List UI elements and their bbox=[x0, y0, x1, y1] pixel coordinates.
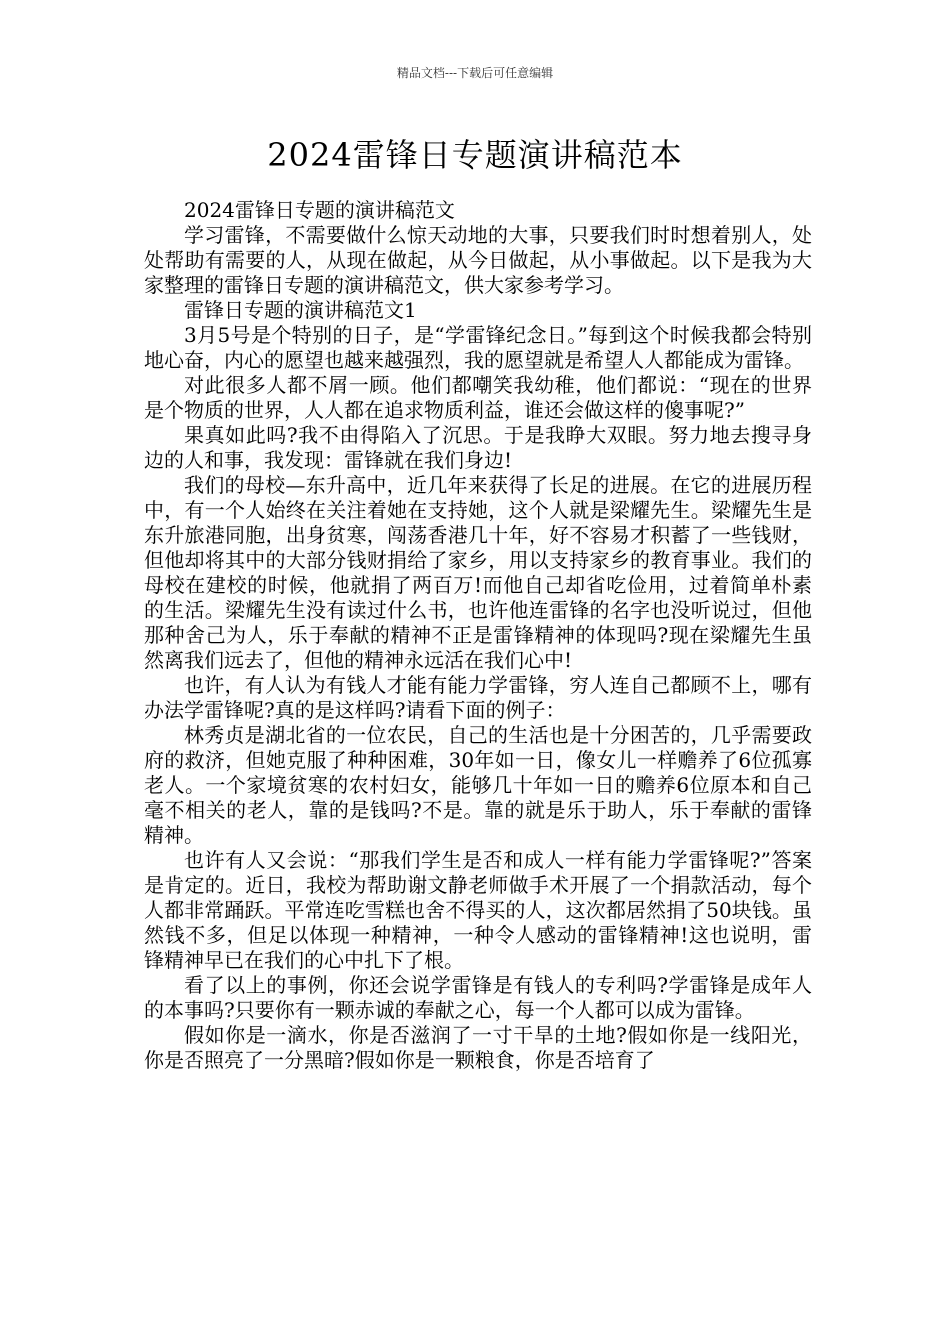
paragraph: 3月5号是个特别的日子，是“学雷锋纪念日。”每到这个时候我都会特别地心奋，内心的愿望也越来越强烈，我的愿望就是希望人人都能成为雷锋。 bbox=[144, 323, 812, 372]
paragraph: 假如你是一滴水，你是否滋润了一寸干旱的土地?假如你是一线阳光，你是否照亮了一分黑暗?假如你是一颗粮食，你是否培育了 bbox=[144, 1023, 812, 1072]
paragraph: 果真如此吗?我不由得陷入了沉思。于是我睁大双眼。努力地去搜寻身边的人和事，我发现：雷锋就在我们身边! bbox=[144, 423, 812, 472]
document-title: 2024雷锋日专题演讲稿范本 bbox=[267, 136, 683, 174]
paragraph: 2024雷锋日专题的演讲稿范文 bbox=[184, 198, 455, 222]
document-body bbox=[144, 198, 812, 1073]
paragraph: 我们的母校—东升高中，近几年来获得了长足的进展。在它的进展历程中，有一个人始终在关注着她在支持她，这个人就是梁耀先生。梁耀先生是东升旅港同胞，出身贫寒，闯荡香港几十年，好不容易才积蓄了一些钱财，但他却将其中的大部分钱财捐给了家乡，用以支持家乡的教育事业。我们的母校在建校的时候，他就捐了两百万!而他自己却省吃俭用，过着简单朴素的生活。梁耀先生没有读过什么书，也许他连雷锋的名字也没听说过，但他那种舍己为人，乐于奉献的精神不正是雷锋精神的体现吗?现在梁耀先生虽然离我们远去了，但他的精神永远活在我们心中! bbox=[144, 473, 812, 672]
paragraph: 学习雷锋，不需要做什么惊天动地的大事，只要我们时时想着别人，处处帮助有需要的人，从现在做起，从今日做起，从小事做起。以下是我为大家整理的雷锋日专题的演讲稿范文，供大家参考学习。 bbox=[144, 223, 812, 297]
paragraph: 看了以上的事例，你还会说学雷锋是有钱人的专利吗?学雷锋是成年人的本事吗?只要你有一颗赤诚的奉献之心，每一个人都可以成为雷锋。 bbox=[144, 973, 812, 1022]
paragraph: 雷锋日专题的演讲稿范文1 bbox=[184, 298, 417, 322]
paragraph: 对此很多人都不屑一顾。他们都嘲笑我幼稚，他们都说：“现在的世界是个物质的世界，人人都在追求物质利益，谁还会做这样的傻事呢?” bbox=[144, 373, 812, 422]
paragraph: 也许有人又会说：“那我们学生是否和成人一样有能力学雷锋呢?”答案是肯定的。近日，我校为帮助谢文静老师做手术开展了一个捐款活动，每个人都非常踊跃。平常连吃雪糕也舍不得买的人，这次都居然捐了50块钱。虽然钱不多，但足以体现一种精神，一种令人感动的雷锋精神!这也说明，雷锋精神早已在我们的心中扎下了根。 bbox=[144, 848, 812, 972]
header-note: 精品文档---下载后可任意编辑 bbox=[396, 66, 554, 80]
paragraph: 林秀贞是湖北省的一位农民，自己的生活也是十分困苦的，几乎需要政府的救济，但她克服了种种困难，30年如一日，像女儿一样赡养了6位孤寡老人。一个家境贫寒的农村妇女，能够几十年如一日的赡养6位原本和自己毫不相关的老人，靠的是钱吗?不是。靠的就是乐于助人，乐于奉献的雷锋精神。 bbox=[144, 723, 812, 847]
paragraph: 也许，有人认为有钱人才能有能力学雷锋，穷人连自己都顾不上，哪有办法学雷锋呢?真的是这样吗?请看下面的例子： bbox=[144, 673, 812, 722]
